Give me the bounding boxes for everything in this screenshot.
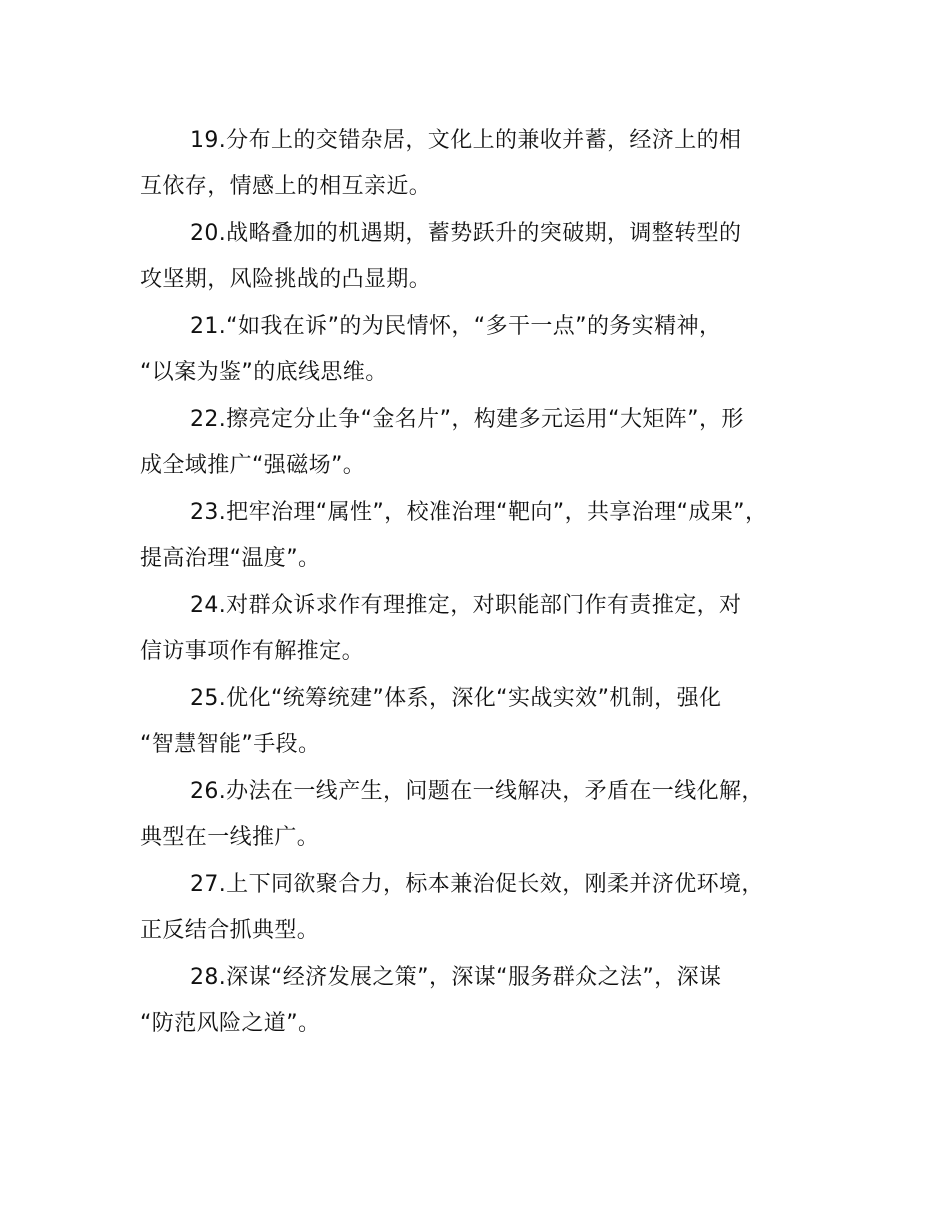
paragraph-line: 攻坚期，风险挑战的凸显期。 — [140, 266, 432, 292]
paragraph-28 — [140, 955, 830, 1046]
paragraph-line: 提高治理“温度”。 — [140, 545, 321, 571]
paragraph-line: 21.“如我在诉”的为民情怀，“多干一点”的务实精神， — [190, 314, 722, 339]
paragraph-line: 典型在一线推广。 — [140, 824, 320, 850]
paragraph-line: 26.办法在一线产生，问题在一线解决，矛盾在一线化解， — [190, 779, 764, 804]
paragraph-21 — [140, 304, 830, 395]
paragraph-line: 正反结合抓典型。 — [140, 917, 320, 943]
paragraph-line: 22.擦亮定分止争“金名片”，构建多元运用“大矩阵”，形 — [190, 407, 744, 432]
paragraph-line: 23.把牢治理“属性”，校准治理“靶向”，共享治理“成果”， — [190, 500, 768, 525]
paragraph-line: 24.对群众诉求作有理推定，对职能部门作有责推定，对 — [190, 593, 742, 618]
paragraph-line: 成全域推广“强磁场”。 — [140, 452, 366, 478]
paragraph-line: 19.分布上的交错杂居，文化上的兼收并蓄，经济上的相 — [190, 128, 742, 153]
document-body — [140, 118, 830, 1048]
paragraph-line: 信访事项作有解推定。 — [140, 638, 365, 664]
paragraph-line: 27.上下同欲聚合力，标本兼治促长效，刚柔并济优环境， — [190, 872, 764, 897]
paragraph-19 — [140, 118, 830, 209]
paragraph-25 — [140, 676, 830, 767]
paragraph-line: “以案为鉴”的底线思维。 — [140, 359, 388, 385]
paragraph-line: 28.深谋“经济发展之策”，深谋“服务群众之法”，深谋 — [190, 965, 722, 990]
paragraph-26 — [140, 769, 830, 860]
paragraph-24 — [140, 583, 830, 674]
paragraph-27 — [140, 862, 830, 953]
paragraph-line: “防范风险之道”。 — [140, 1010, 321, 1036]
paragraph-line: “智慧智能”手段。 — [140, 731, 321, 757]
paragraph-23 — [140, 490, 830, 581]
paragraph-22 — [140, 397, 830, 488]
paragraph-line: 25.优化“统筹统建”体系，深化“实战实效”机制，强化 — [190, 686, 722, 711]
paragraph-line: 20.战略叠加的机遇期，蓄势跃升的突破期，调整转型的 — [190, 221, 742, 246]
paragraph-line: 互依存，情感上的相互亲近。 — [140, 173, 432, 199]
paragraph-20 — [140, 211, 830, 302]
